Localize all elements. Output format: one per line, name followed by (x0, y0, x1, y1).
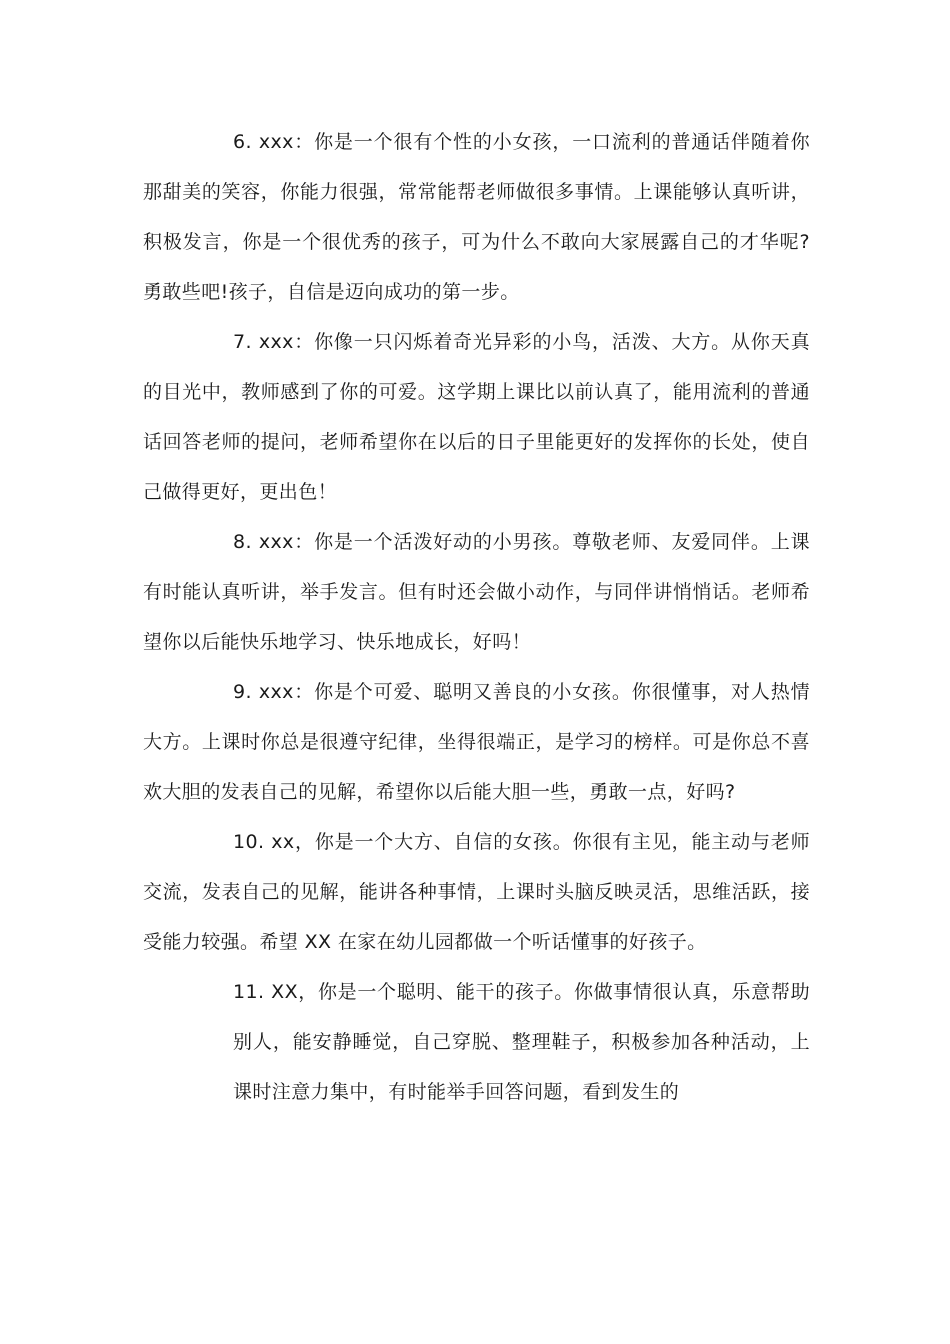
comment-paragraph-10: 10. xx，你是一个大方、自信的女孩。你很有主见，能主动与老师交流，发表自己的见解，能讲各种事情，上课时头脑反映灵活，思维活跃，接受能力较强。希望 XX 在家在幼儿园都做一个听话懂事的好孩子。 (143, 831, 810, 953)
document-body (143, 117, 810, 1117)
comment-paragraph-7: 7. xxx：你像一只闪烁着奇光异彩的小鸟，活泼、大方。从你天真的目光中，教师感到了你的可爱。这学期上课比以前认真了，能用流利的普通话回答老师的提问，老师希望你在以后的日子里能更好的发挥你的长处，使自己做得更好，更出色！ (143, 331, 810, 503)
comment-paragraph-11: 11. XX，你是一个聪明、能干的孩子。你做事情很认真，乐意帮助别人，能安静睡觉，自己穿脱、整理鞋子，积极参加各种活动，上课时注意力集中，有时能举手回答问题，看到发生的 (233, 981, 810, 1103)
comment-paragraph-6: 6. xxx：你是一个很有个性的小女孩，一口流利的普通话伴随着你那甜美的笑容，你能力很强，常常能帮老师做很多事情。上课能够认真听讲，积极发言，你是一个很优秀的孩子，可为什么不敢向大家展露自己的才华呢?勇敢些吧!孩子，自信是迈向成功的第一步。 (143, 131, 810, 303)
comment-paragraph-9: 9. xxx：你是个可爱、聪明又善良的小女孩。你很懂事，对人热情大方。上课时你总是很遵守纪律，坐得很端正，是学习的榜样。可是你总不喜欢大胆的发表自己的见解，希望你以后能大胆一些，勇敢一点，好吗? (143, 681, 810, 803)
comment-paragraph-8: 8. xxx：你是一个活泼好动的小男孩。尊敬老师、友爱同伴。上课有时能认真听讲，举手发言。但有时还会做小动作，与同伴讲悄悄话。老师希望你以后能快乐地学习、快乐地成长，好吗！ (143, 531, 810, 653)
